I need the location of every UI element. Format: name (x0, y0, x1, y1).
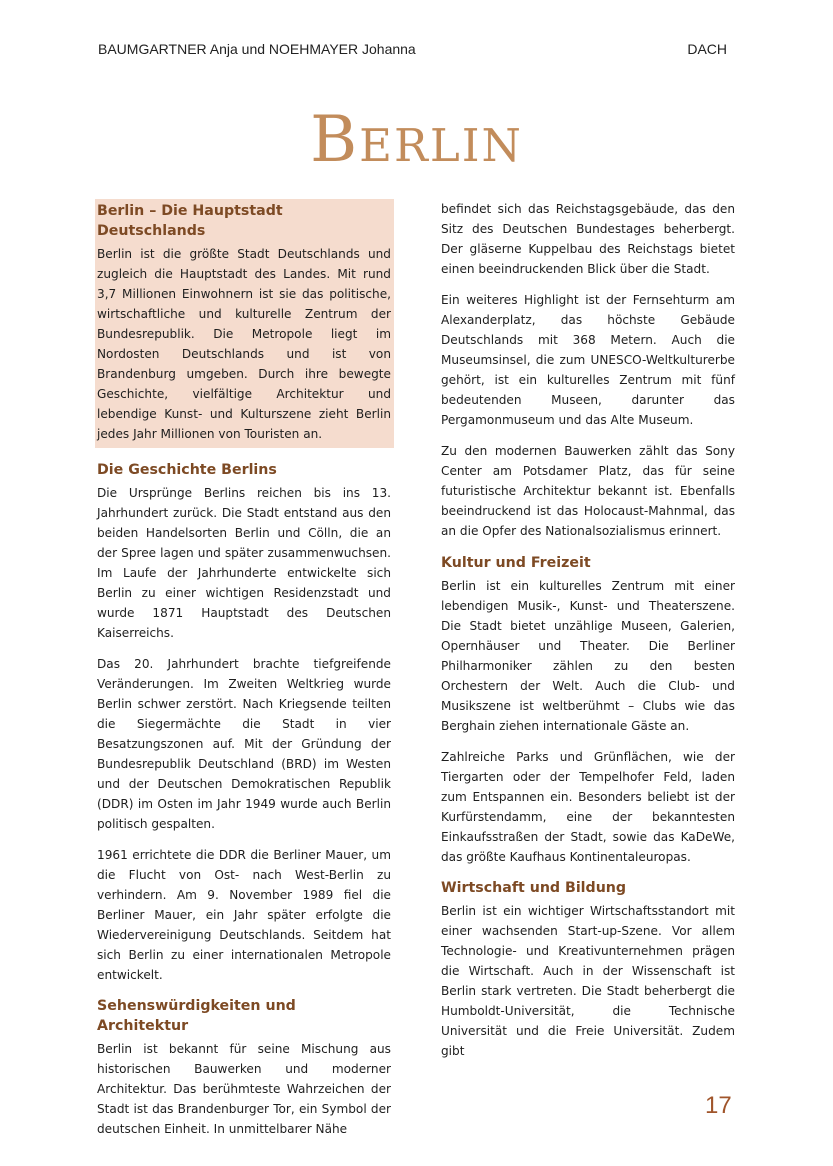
paragraph: befindet sich das Reichstagsgebäude, das den Sitz des Deutschen Bundestages beherbergt. Der gläserne Kuppelbau des Reichstags bietet einen beeindruckenden Blick über die Stadt. (441, 202, 735, 276)
heading-hauptstadt: Berlin – Die Hauptstadt Deutschlands (97, 203, 283, 239)
intro-box (95, 199, 394, 448)
left-column (97, 199, 391, 1150)
intro-paragraph: Berlin ist die größte Stadt Deutschlands und zugleich die Hauptstadt des Landes. Mit rund 3,7 Millionen Einwohnern ist sie das politische, wirtschaftliche und kulturelle Zentrum der Bundesrepublik. Die Metropole liegt im Nordosten Deutschlands und ist von Brandenburg umgeben. Durch ihre bewegte Geschichte, vielfältige Architektur und lebendige Kunst- und Kulturszene zieht Berlin jedes Jahr Millionen von Touristen an. (97, 247, 391, 441)
paragraph: Berlin ist ein wichtiger Wirtschaftsstandort mit einer wachsenden Start-up-Szene. Vor allem Technologie- und Kreativunternehmen prägen die Wirtschaft. Auch in der Wissenschaft ist Berlin stark vertreten. Die Stadt beherbergt die Humboldt-Universität, die Technische Universität und die Freie Universität. Zudem gibt (441, 904, 735, 1058)
paragraph: Berlin ist ein kulturelles Zentrum mit einer lebendigen Musik-, Kunst- und Theaterszene. Die Stadt bietet unzählige Museen, Galerien, Opernhäuser und Theater. Die Berliner Philharmoniker zählen zu den besten Orchestern der Welt. Auch die Club- und Musikszene ist weltberühmt – Clubs wie das Berghain ziehen internationale Gäste an. (441, 579, 735, 733)
heading-wirtschaft: Wirtschaft und Bildung (441, 880, 627, 896)
page-number: 17 (705, 1092, 732, 1119)
page-title: Berlin (310, 103, 523, 177)
paragraph: 1961 errichtete die DDR die Berliner Mauer, um die Flucht von Ost- nach West-Berlin zu verhindern. Am 9. November 1989 fiel die Berliner Mauer, ein Jahr später erfolgte die Wiedervereinigung Deutschlands. Seitdem hat sich Berlin zu einer internationalen Metropole entwickelt. (97, 848, 391, 982)
heading-geschichte: Die Geschichte Berlins (97, 462, 277, 478)
heading-kultur: Kultur und Freizeit (441, 555, 591, 571)
page-header (98, 41, 727, 57)
paragraph: Zahlreiche Parks und Grünflächen, wie der Tiergarten oder der Tempelhofer Feld, laden zum Entspannen ein. Besonders beliebt ist der Kurfürstendamm, eine der bekanntesten Einkaufsstraßen der Stadt, sowie das KaDeWe, das größte Kaufhaus Kontinentaleuropas. (441, 750, 735, 864)
paragraph: Das 20. Jahrhundert brachte tiefgreifende Veränderungen. Im Zweiten Weltkrieg wurde Berlin schwer zerstört. Nach Kriegsende teilten die Siegermächte die Stadt in vier Besatzungszonen auf. Mit der Gründung der Bundesrepublik Deutschland (BRD) im Westen und der Deutschen Demokratischen Republik (DDR) im Osten im Jahr 1949 wurde auch Berlin politisch gespalten. (97, 657, 391, 831)
paragraph: Ein weiteres Highlight ist der Fernsehturm am Alexanderplatz, das höchste Gebäude Deutschlands mit 368 Metern. Auch die Museumsinsel, die zum UNESCO-Weltkulturerbe gehört, ist ein kulturelles Zentrum mit fünf bedeutenden Museen, darunter das Pergamonmuseum und das Alte Museum. (441, 293, 735, 427)
header-authors: BAUMGARTNER Anja und NOEHMAYER Johanna (98, 41, 416, 57)
right-column (441, 199, 735, 1072)
heading-sehenswuerdigkeiten: Sehenswürdigkeiten und Architektur (97, 998, 296, 1034)
paragraph: Die Ursprünge Berlins reichen bis ins 13. Jahrhundert zurück. Die Stadt entstand aus den beiden Handelsorten Berlin und Cölln, die an der Spree lagen und später zusammenwuchsen. Im Laufe der Jahrhunderte entwickelte sich Berlin zu einer wichtigen Residenzstadt und wurde 1871 Hauptstadt des Deutschen Kaiserreichs. (97, 486, 391, 640)
paragraph: Zu den modernen Bauwerken zählt das Sony Center am Potsdamer Platz, das für seine futuristische Architektur bekannt ist. Ebenfalls beeindruckend ist das Holocaust-Mahnmal, das an die Opfer des Nationalsozialismus erinnert. (441, 444, 735, 538)
paragraph: Berlin ist bekannt für seine Mischung aus historischen Bauwerken und moderner Architektur. Das berühmteste Wahrzeichen der Stadt ist das Brandenburger Tor, ein Symbol der deutschen Einheit. In unmittelbarer Nähe (97, 1042, 391, 1136)
header-section: DACH (687, 41, 727, 57)
